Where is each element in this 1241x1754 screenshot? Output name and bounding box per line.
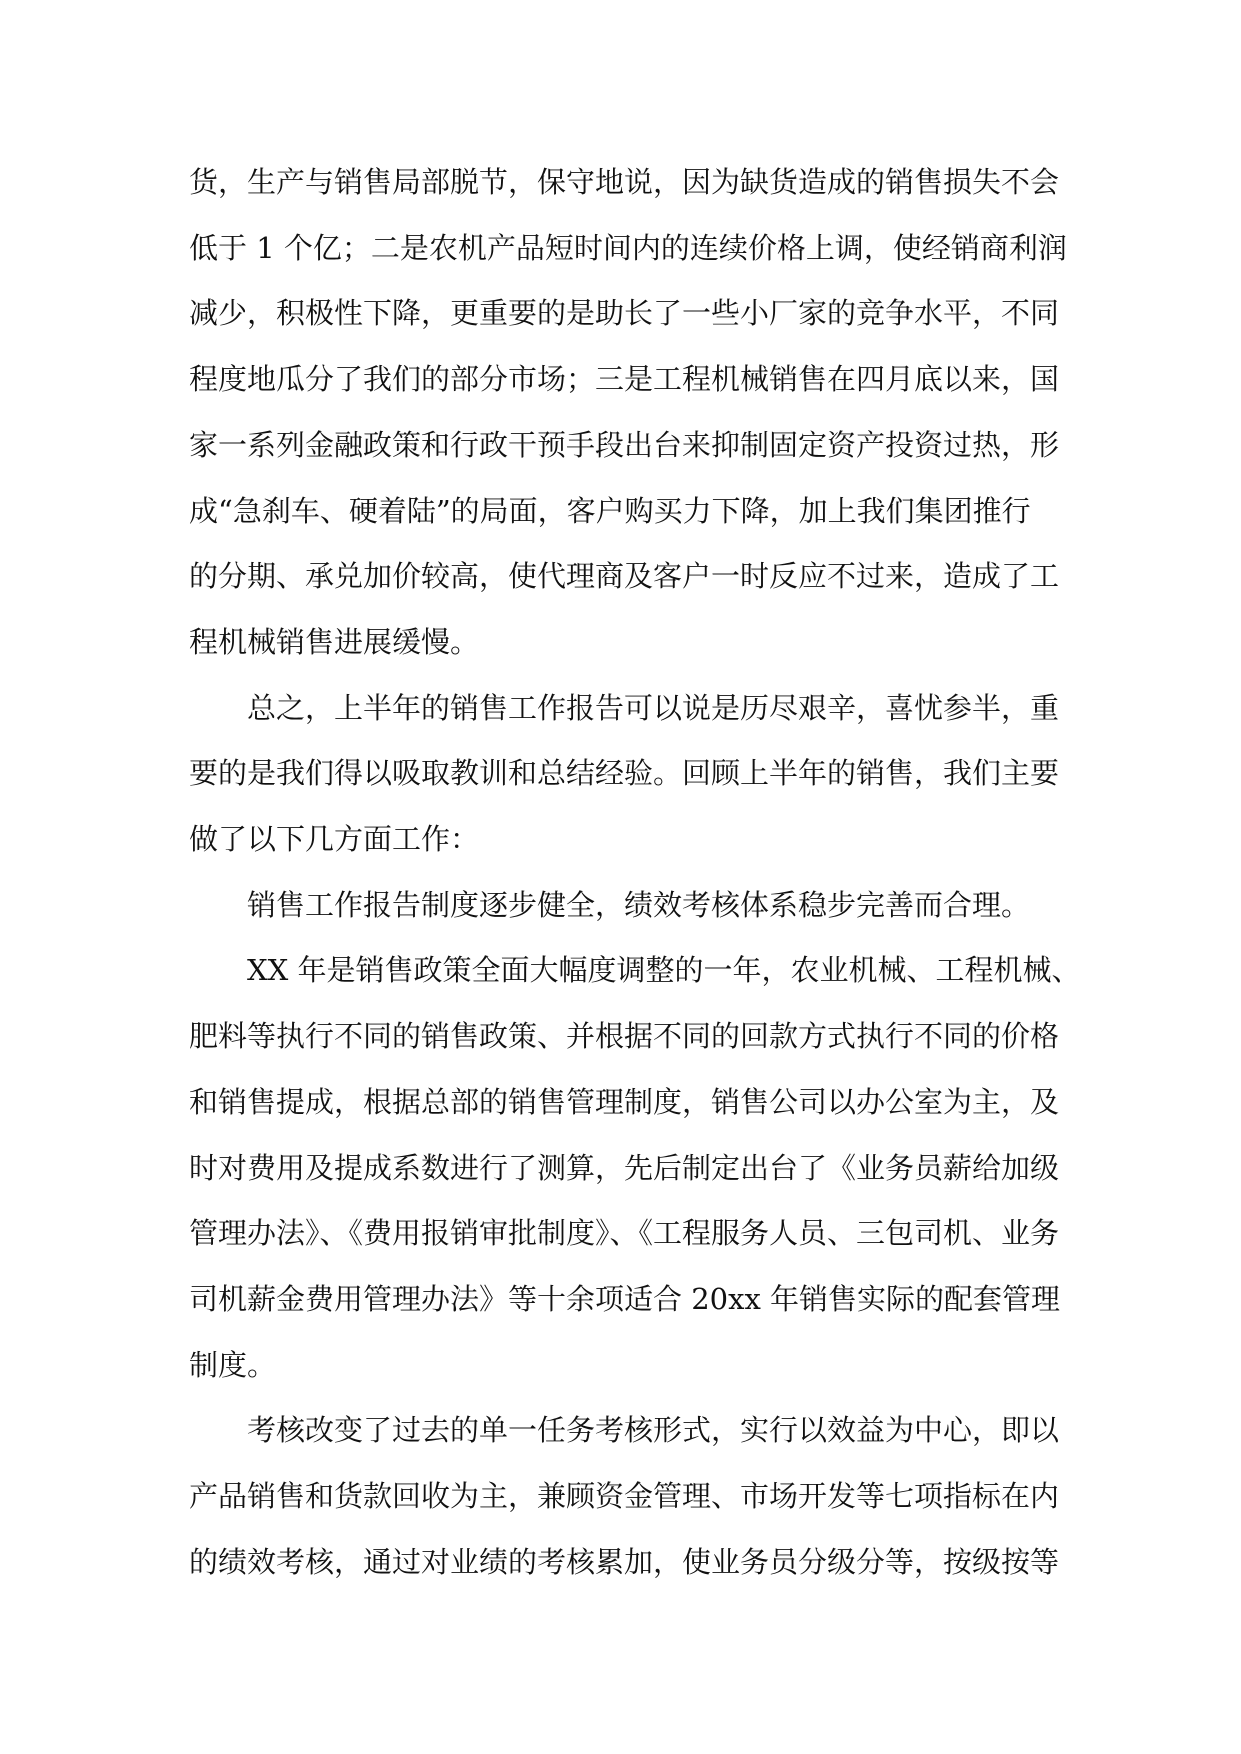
text-line: XX 年是销售政策全面大幅度调整的一年，农业机械、工程机械、 xyxy=(247,953,1081,988)
text-line: 家一系列金融政策和行政干预手段出台来抑制固定资产投资过热，形 xyxy=(189,427,1060,462)
text-line: 低于 1 个亿；二是农机产品短时间内的连续价格上调，使经销商利润 xyxy=(189,230,1067,265)
text-line: 减少，积极性下降，更重要的是助长了一些小厂家的竞争水平，不同 xyxy=(189,296,1060,331)
text-line: 产品销售和货款回收为主，兼顾资金管理、市场开发等七项指标在内 xyxy=(189,1479,1060,1514)
text-line: 制度。 xyxy=(189,1347,277,1382)
text-line: 的绩效考核，通过对业绩的考核累加，使业务员分级分等，按级按等 xyxy=(189,1544,1060,1579)
text-line: 成“急刹车、硬着陆”的局面，客户购买力下降，加上我们集团推行 xyxy=(189,493,1031,528)
text-line: 要的是我们得以吸取教训和总结经验。回顾上半年的销售，我们主要 xyxy=(189,756,1060,791)
paragraph xyxy=(189,150,1069,676)
text-line: 考核改变了过去的单一任务考核形式，实行以效益为中心，即以 xyxy=(247,1413,1060,1448)
text-line: 做了以下几方面工作： xyxy=(189,822,480,857)
text-line: 和销售提成，根据总部的销售管理制度，销售公司以办公室为主，及 xyxy=(189,1084,1060,1119)
text-line: 货，生产与销售局部脱节，保守地说，因为缺货造成的销售损失不会 xyxy=(189,165,1060,199)
paragraph xyxy=(189,676,1069,873)
text-line: 总之，上半年的销售工作报告可以说是历尽艰辛，喜忧参半，重 xyxy=(247,690,1060,725)
text-line: 的分期、承兑加价较高，使代理商及客户一时反应不过来，造成了工 xyxy=(189,559,1060,594)
paragraph xyxy=(189,873,1069,939)
body-text xyxy=(189,150,1081,1595)
text-line: 管理办法》、《费用报销审批制度》、《工程服务人员、三包司机、业务 xyxy=(189,1216,1060,1251)
text-line: 程机械销售进展缓慢。 xyxy=(189,624,480,659)
text-line: 司机薪金费用管理办法》等十余项适合 20xx 年销售实际的配套管理 xyxy=(189,1281,1061,1316)
text-line: 肥料等执行不同的销售政策、并根据不同的回款方式执行不同的价格 xyxy=(189,1019,1060,1054)
text-line: 时对费用及提成系数进行了测算，先后制定出台了《业务员薪给加级 xyxy=(189,1150,1060,1185)
text-line: 程度地瓜分了我们的部分市场；三是工程机械销售在四月底以来，国 xyxy=(189,362,1060,397)
paragraph xyxy=(189,1398,1069,1595)
text-line: 销售工作报告制度逐步健全，绩效考核体系稳步完善而合理。 xyxy=(247,887,1031,922)
paragraph xyxy=(189,938,1081,1398)
